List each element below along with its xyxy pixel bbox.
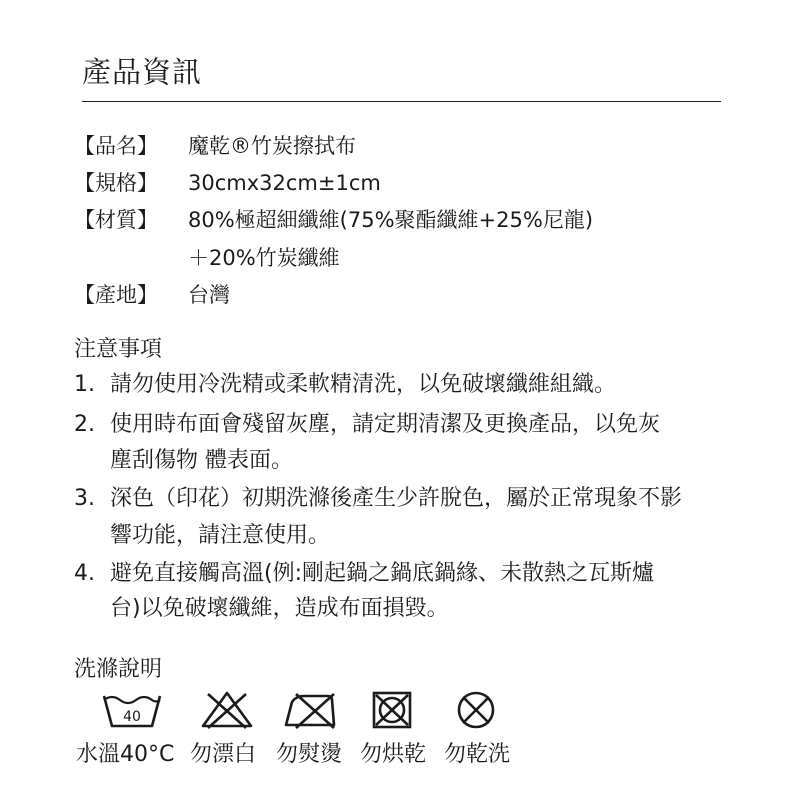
note-text: 深色（印花）初期洗滌後產生少許脫色，屬於正常現象不影 [110, 486, 683, 511]
note-number: 4. [74, 561, 95, 586]
note-text: 請勿使用冷洗精或柔軟精清洗，以免破壞纖維組織。 [110, 372, 617, 397]
note-text: 避免直接觸高溫(例:剛起鍋之鍋底鍋緣、未散熱之瓦斯爐 [110, 561, 654, 586]
note-text: 響功能，請注意使用。 [110, 523, 331, 548]
care-caption-dry: 勿烘乾 [360, 742, 427, 767]
note-text: 塵刮傷物 體表面。 [110, 448, 293, 473]
care-caption-dry-clean: 勿乾洗 [444, 742, 511, 767]
spec-label: 【產地】 [74, 283, 158, 307]
spec-value: 30cmx32cm±1cm [188, 171, 381, 195]
spec-value: 台灣 [188, 283, 230, 307]
wash-temp-label: 40 [123, 709, 141, 725]
spec-label: 【規格】 [74, 171, 158, 195]
note-number: 1. [74, 372, 95, 397]
wash-40-icon [100, 690, 164, 730]
spec-label: 【材質】 [74, 208, 158, 232]
page-title: 產品資訊 [82, 55, 203, 89]
notes-title: 注意事項 [74, 337, 163, 362]
no-iron-icon [282, 690, 346, 730]
note-number: 3. [74, 486, 95, 511]
care-icons-row [100, 690, 520, 738]
no-bleach-icon [200, 690, 254, 730]
note-number: 2. [74, 412, 95, 437]
no-dry-clean-icon [454, 690, 500, 730]
note-text: 台)以免破壞纖維，造成布面損毀。 [110, 596, 449, 621]
spec-value: ＋20%竹炭纖維 [188, 246, 340, 270]
care-caption-wash: 水溫40°C [76, 742, 175, 767]
note-text: 使用時布面會殘留灰塵，請定期清潔及更換產品，以免灰 [110, 412, 661, 437]
care-caption-bleach: 勿漂白 [190, 742, 257, 767]
care-caption-iron: 勿熨燙 [276, 742, 343, 767]
spec-value: 80%極超細纖維(75%聚酯纖維+25%尼龍) [188, 208, 594, 232]
no-tumble-dry-icon [370, 690, 416, 730]
title-divider [82, 101, 721, 102]
spec-label: 【品名】 [74, 134, 158, 158]
wash-title: 洗滌說明 [74, 657, 163, 682]
spec-value: 魔乾®竹炭擦拭布 [188, 134, 356, 158]
